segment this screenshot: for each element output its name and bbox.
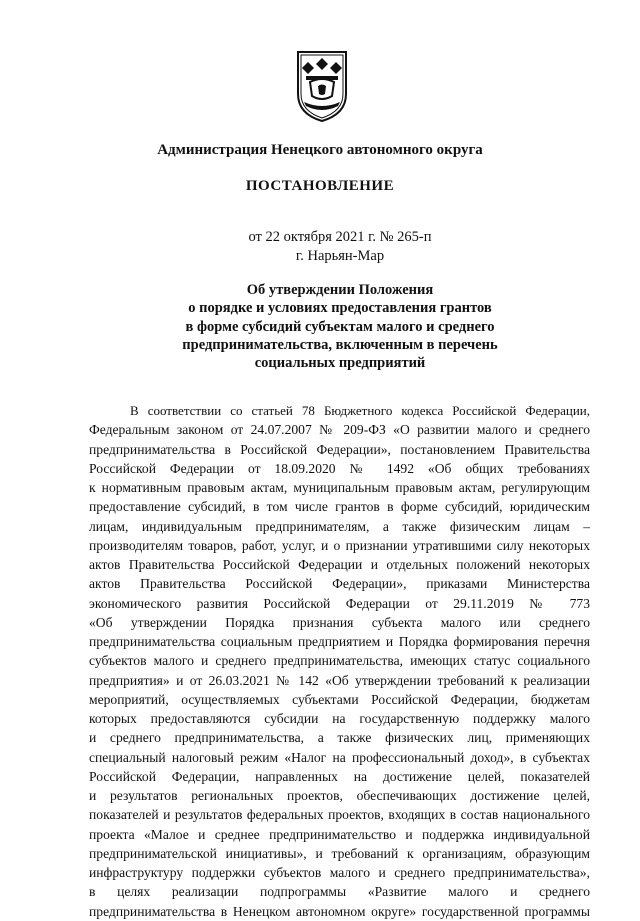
body-line: и результатов региональных проектов, обеспечивающих достижение целей, — [89, 788, 590, 803]
organization-name: Администрация Ненецкого автономного округа — [157, 142, 483, 158]
title-line: предпринимательства, включенным в перечень — [182, 336, 498, 353]
body-line: которых предоставляются субсидии на государственную поддержку малого — [89, 711, 590, 726]
body-line: в целях реализации подпрограммы «Развитие малого и среднего — [89, 884, 590, 900]
body-line: предпринимательской инициативы», и требований к организациям, образующим — [89, 845, 590, 861]
body-line: Российской Федерации, направленных на достижение целей, показателей — [89, 768, 590, 784]
body-line: лицам, индивидуальным предпринимателям, а также физическим лицам – — [89, 518, 590, 534]
body-line: к нормативным правовым актам, муниципальным правовым актам, регулирующим — [89, 480, 590, 495]
body-line: показателей и результатов федеральных проектов, входящих в состав национального — [89, 807, 590, 823]
body-line: «Об утверждении Порядка признания субъекта малого или среднего — [89, 614, 590, 630]
coat-of-arms-icon — [294, 48, 350, 124]
body-line: актов Правительства Российской Федерации», приказами Министерства — [89, 576, 590, 592]
document-type: ПОСТАНОВЛЕНИЕ — [245, 178, 395, 194]
document-title — [20, 281, 640, 372]
document-date-number: от 22 октября 2021 г. № 265-п — [248, 229, 432, 245]
document-body — [89, 401, 590, 921]
body-line: специальный налоговый режим «Налог на профессиональный доход», в субъектах — [89, 749, 590, 765]
body-line: и среднего предпринимательства, а также физических лиц, применяющих — [89, 730, 590, 746]
body-line: предприятия» и от 26.03.2021 № 142 «Об утверждении требований к реализации — [89, 672, 590, 688]
body-line: Российской Федерации от 18.09.2020 № 1492 «Об общих требованиях — [89, 460, 590, 476]
body-line: экономического развития Российской Федерации от 29.11.2019 № 773 — [89, 595, 590, 611]
body-line: субъектов малого и среднего предпринимательства, имеющих статус социального — [89, 653, 590, 669]
body-line: предпринимательства в Ненецком автономном округе» государственной программы — [89, 903, 590, 919]
body-line: предпринимательства в Российской Федерации», постановлением Правительства — [89, 441, 590, 457]
body-line: Федеральным законом от 24.07.2007 № 209-ФЗ «О развитии малого и среднего — [89, 422, 590, 438]
document-city: г. Нарьян-Мар — [295, 248, 385, 264]
title-line: Об утверждении Положения — [246, 282, 434, 298]
body-line: актов Правительства Российской Федерации и отдельных положений некоторых — [89, 557, 590, 572]
title-line: в форме субсидий субъектам малого и среднего — [185, 318, 495, 335]
body-line: мероприятий, осуществляемых субъектами Российской Федерации, бюджетам — [89, 691, 590, 707]
body-line: производителям товаров, работ, услуг, и о признании утратившими силу некоторых — [89, 537, 590, 553]
body-line: В соответствии со статьей 78 Бюджетного кодекса Российской Федерации, — [130, 403, 590, 418]
body-line: предпринимательства социальным предприятием и Порядка формирования перечня — [89, 634, 590, 649]
body-line: предоставление субсидий, в том числе грантов в форме субсидий, юридическим — [89, 499, 590, 515]
title-line: о порядке и условиях предоставления грантов — [188, 300, 492, 317]
body-line: инфраструктуру поддержки субъектов малого и среднего предпринимательства», — [89, 865, 590, 880]
title-line: социальных предприятий — [254, 355, 426, 372]
body-line: проекта «Малое и среднее предпринимательство и поддержка индивидуальной — [89, 826, 590, 842]
